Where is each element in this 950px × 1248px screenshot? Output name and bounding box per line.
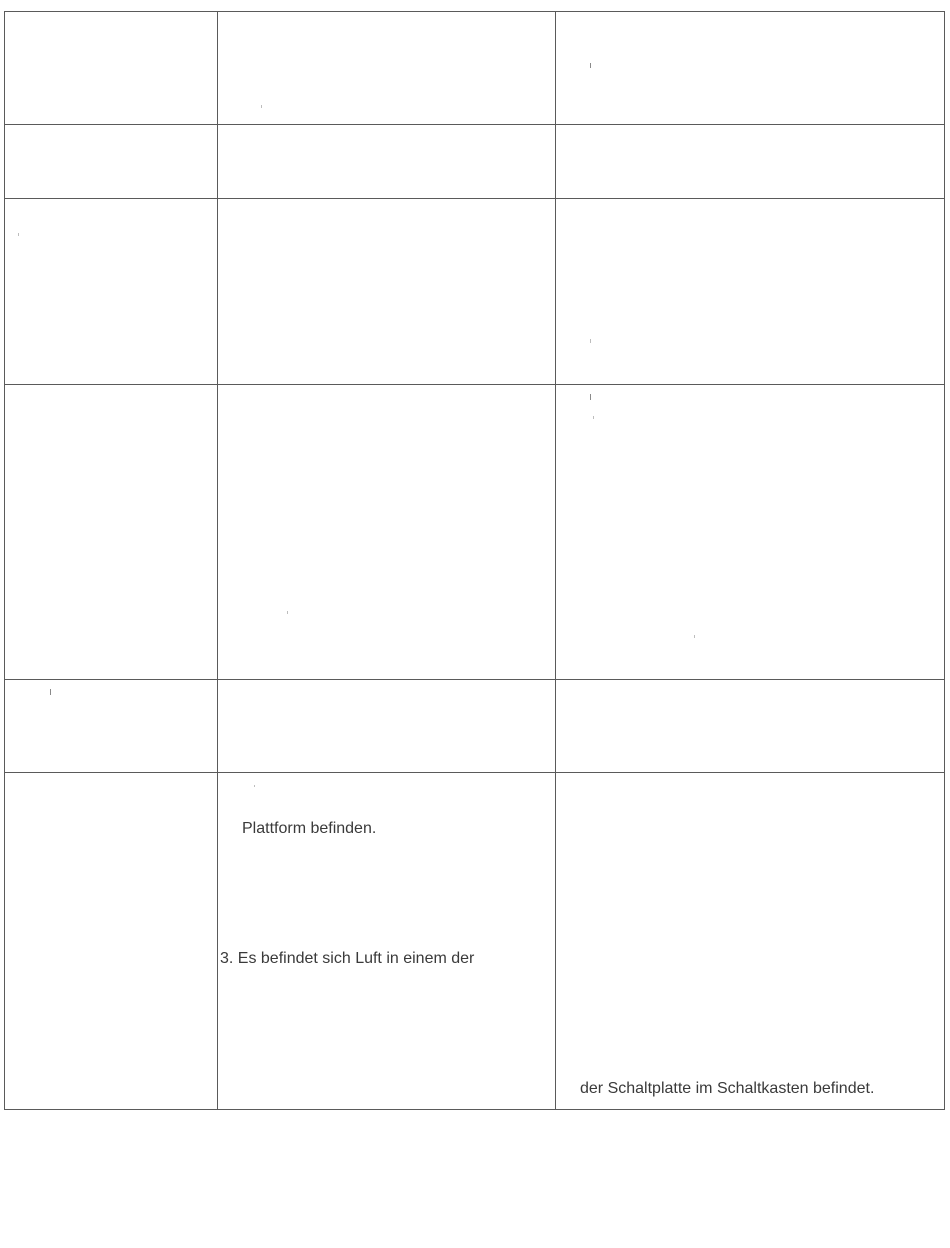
table-cell <box>5 385 218 680</box>
table-cell <box>218 125 556 199</box>
table-row <box>5 12 945 125</box>
table-row <box>5 199 945 385</box>
remedy-text-line: der Schaltplatte im Schaltkasten befindet. <box>580 1080 875 1097</box>
table-cell <box>556 680 945 773</box>
table-cell <box>218 385 556 680</box>
cause-text-line: Plattform befinden. <box>242 820 377 837</box>
scan-artifact <box>261 105 262 108</box>
table-row <box>5 125 945 199</box>
troubleshooting-table <box>4 11 945 1110</box>
table-row <box>5 680 945 773</box>
scan-artifact <box>694 635 695 638</box>
table-cell <box>218 12 556 125</box>
table-cell <box>218 773 556 1110</box>
scan-artifact <box>50 689 51 695</box>
table-row <box>5 773 945 1110</box>
scan-artifact <box>287 611 288 614</box>
scan-artifact <box>590 394 591 400</box>
table-cell <box>5 199 218 385</box>
table-cell <box>556 385 945 680</box>
scan-artifact <box>590 63 591 68</box>
scan-artifact <box>18 233 19 236</box>
table-cell <box>218 199 556 385</box>
table-cell <box>5 773 218 1110</box>
cause-text-line: 3. Es befindet sich Luft in einem der <box>220 950 475 967</box>
table-cell <box>556 12 945 125</box>
table-cell <box>556 773 945 1110</box>
table-cell <box>5 680 218 773</box>
scan-artifact <box>254 785 255 787</box>
scan-artifact <box>590 339 591 343</box>
table-row <box>5 385 945 680</box>
table-cell <box>556 199 945 385</box>
table-cell <box>5 125 218 199</box>
scan-artifact <box>593 416 594 419</box>
table-cell <box>5 12 218 125</box>
table-cell <box>556 125 945 199</box>
table-cell <box>218 680 556 773</box>
